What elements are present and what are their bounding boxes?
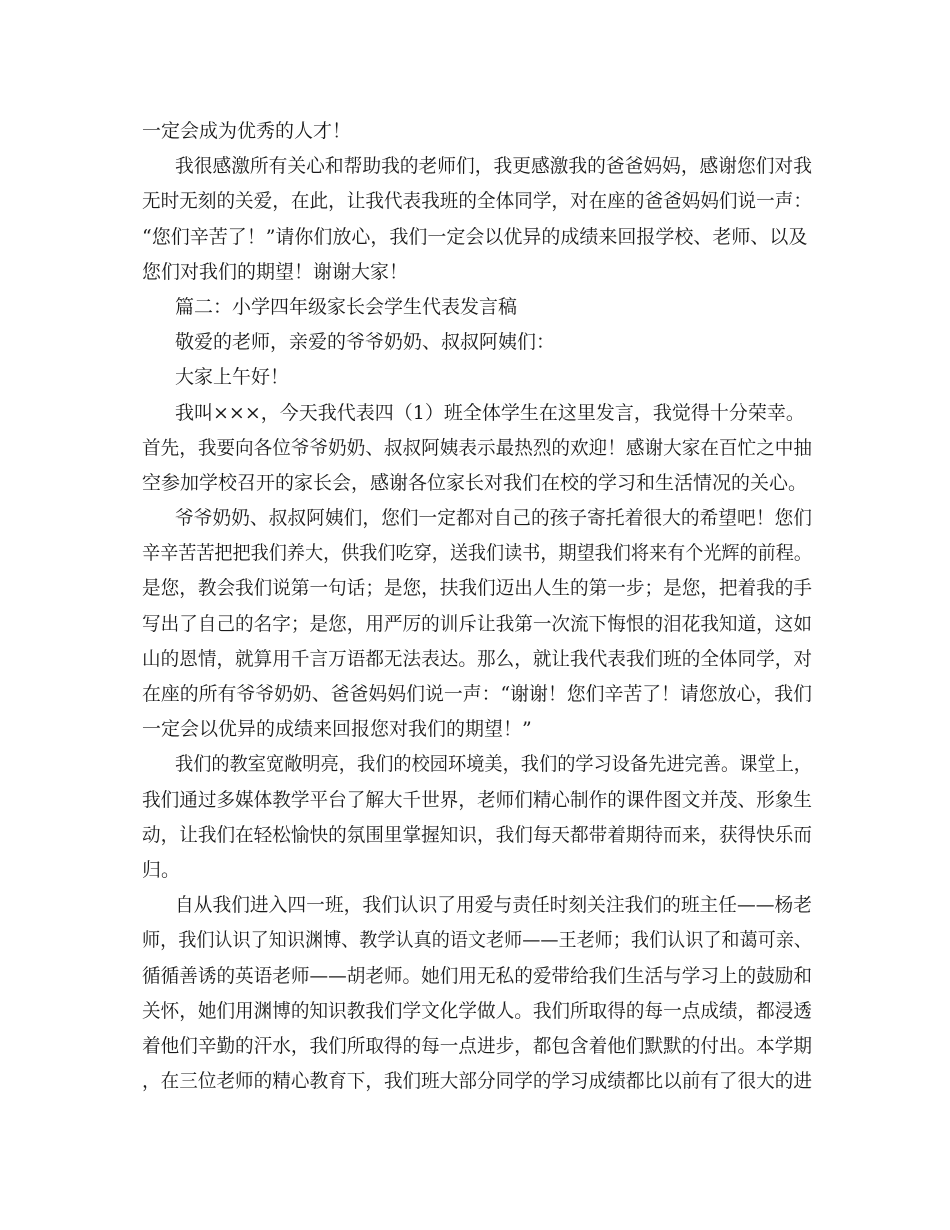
document-body [142,114,812,1099]
text-line: ，在三位老师的精心教育下，我们班大部分同学的学习成绩都比以前有了很大的进 [142,1070,812,1093]
text-line: 归。 [142,858,181,881]
text-line: 大家上午好！ [175,366,290,389]
text-line: 在座的所有爷爷奶奶、爸爸妈妈们说一声：“谢谢！您们辛苦了！请您放心，我们 [142,683,812,705]
text-line: 写出了自己的名字；是您，用严厉的训斥让我第一次流下悔恨的泪花我知道，这如 [142,612,812,635]
text-line: 首先，我要向各位爷爷奶奶、叔叔阿姨表示最热烈的欢迎！感谢大家在百忙之中抽 [142,436,812,459]
text-line: 动，让我们在轻松愉快的氛围里掌握知识，我们每天都带着期待而来，获得快乐而 [142,823,812,846]
text-line: 一定会成为优秀的人才！ [142,120,352,142]
text-line: 我很感激所有关心和帮助我的老师们，我更感激我的爸爸妈妈，感谢您们对我 [175,155,812,178]
text-line: 辛辛苦苦把把我们养大，供我们吃穿，送我们读书，期望我们将来有个光辉的前程。 [142,542,812,565]
text-line: 关怀，她们用渊博的知识教我们学文化学做人。我们所取得的每一点成绩，都浸透 [142,999,812,1022]
text-line: 空参加学校召开的家长会，感谢各位家长对我们在校的学习和生活情况的关心。 [142,471,808,494]
text-line: 一定会以优异的成绩来回报您对我们的期望！” [142,718,532,741]
text-line: 师，我们认识了知识渊博、教学认真的语文老师——王老师；我们认识了和蔼可亲、 [142,929,812,952]
text-line: 是您，教会我们说第一句话；是您，扶我们迈出人生的第一步；是您，把着我的手 [142,577,812,600]
text-line: 我们通过多媒体教学平台了解大千世界，老师们精心制作的课件图文并茂、形象生 [142,788,812,811]
text-line: 敬爱的老师，亲爱的爷爷奶奶、叔叔阿姨们： [175,331,556,354]
text-line: 自从我们进入四一班，我们认识了用爱与责任时刻关注我们的班主任——杨老 [175,894,812,917]
text-line: 篇二：小学四年级家长会学生代表发言稿 [175,295,518,318]
text-line: 爷爷奶奶、叔叔阿姨们，您们一定都对自己的孩子寄托着很大的希望吧！您们 [175,507,812,530]
text-line: 着他们辛勤的汗水，我们所取得的每一点进步，都包含着他们默默的付出。本学期 [142,1034,812,1057]
text-line: 我们的教室宽敞明亮，我们的校园环境美，我们的学习设备先进完善。课堂上， [175,753,813,776]
text-line: 循循善诱的英语老师——胡老师。她们用无私的爱带给我们生活与学习上的鼓励和 [142,964,812,987]
text-line: “您们辛苦了！”请你们放心，我们一定会以优异的成绩来回报学校、老师、以及 [142,225,808,248]
text-line: 您们对我们的期望！谢谢大家！ [142,260,409,283]
text-line: 我叫×××，今天我代表四（1）班全体学生在这里发言，我觉得十分荣幸。 [175,401,805,424]
text-line: 山的恩情，就算用千言万语都无法表达。那么，就让我代表我们班的全体同学，对 [142,647,812,670]
text-line: 无时无刻的关爱，在此，让我代表我班的全体同学，对在座的爸爸妈妈们说一声： [142,190,812,213]
